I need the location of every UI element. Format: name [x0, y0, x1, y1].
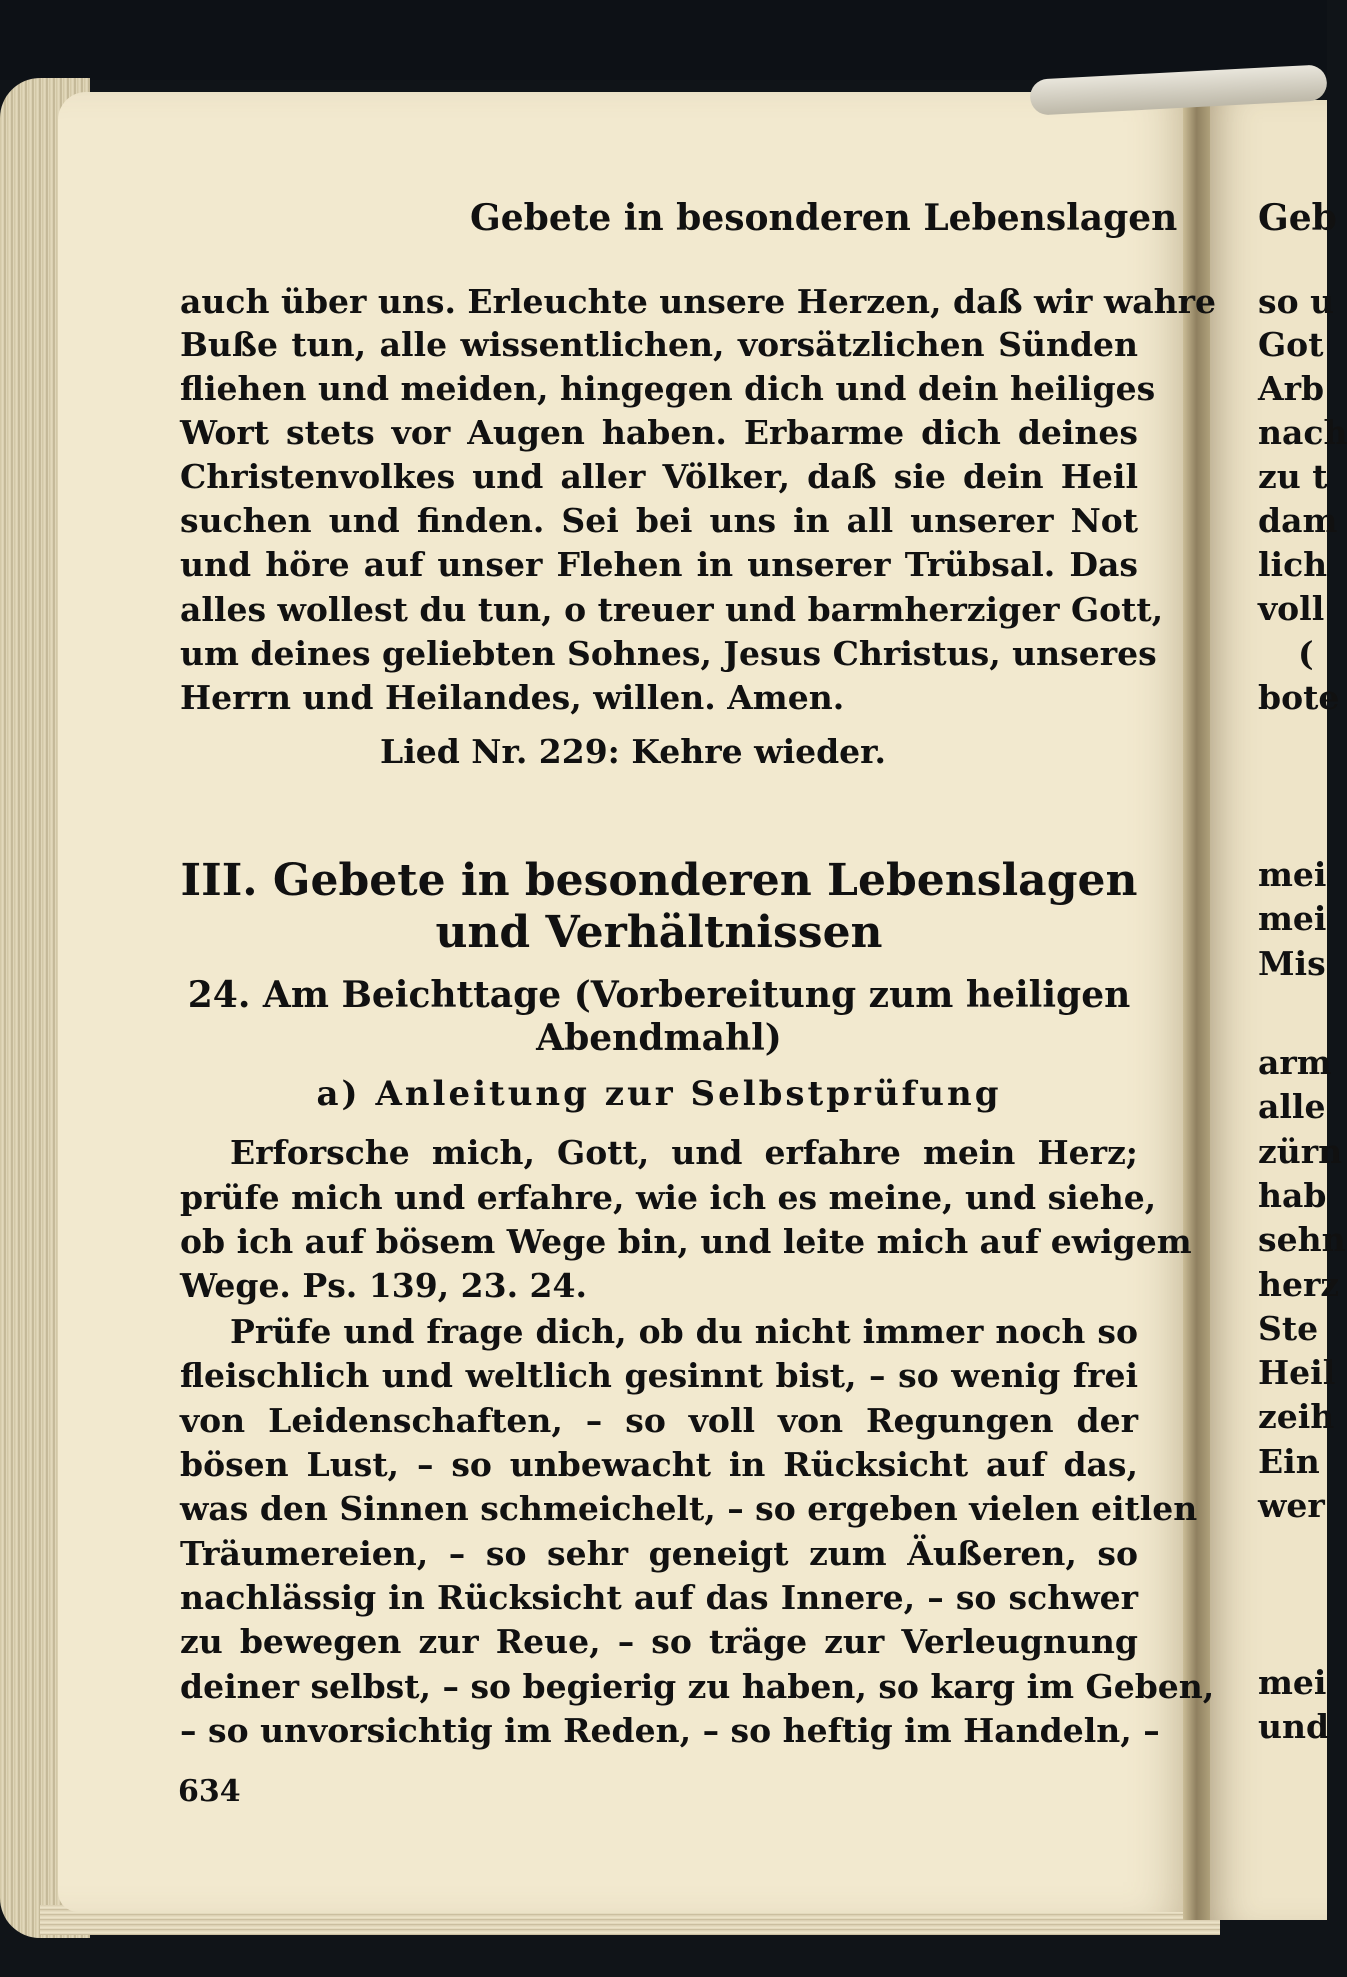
text-line: nachlässig in Rücksicht auf das Innere, – so schwer — [180, 1578, 1138, 1617]
text-line: Christenvolkes und aller Völker, daß sie dein Heil — [180, 457, 1138, 496]
hymn-reference: Lied Nr. 229: Kehre wieder. — [380, 732, 887, 771]
text-line: fleischlich und weltlich gesinnt bist, – so wenig frei — [180, 1356, 1138, 1395]
text-fragment: Ein — [1258, 1442, 1320, 1481]
text-fragment: herz — [1258, 1265, 1340, 1304]
text-line: suchen und finden. Sei bei uns in all unserer Not — [180, 501, 1138, 540]
right-page-text — [1258, 0, 1347, 1977]
psalm-line: Erforsche mich, Gott, und erfahre mein Herz; — [230, 1133, 1138, 1172]
text-fragment: hab — [1258, 1176, 1327, 1215]
text-line: Prüfe und frage dich, ob du nicht immer noch so — [230, 1312, 1138, 1351]
section-heading: III. Gebete in besonderen Lebenslagen — [180, 855, 1138, 906]
psalm-line: prüfe mich und erfahre, wie ich es meine, und siehe, — [180, 1178, 1157, 1217]
text-fragment: ( — [1298, 634, 1314, 673]
text-fragment: zu t — [1258, 457, 1328, 496]
text-fragment: nach — [1258, 413, 1347, 452]
text-fragment: Heil — [1258, 1353, 1336, 1392]
running-head-fragment: Geb — [1258, 197, 1337, 239]
prayer-heading: 24. Am Beichttage (Vorbereitung zum heiligen — [187, 974, 1131, 1016]
psalm-line: Wege. Ps. 139, 23. 24. — [180, 1266, 587, 1305]
page-number: 634 — [178, 1774, 241, 1809]
text-fragment: und — [1258, 1707, 1330, 1746]
text-line: was den Sinnen schmeichelt, – so ergeben vielen eitlen — [180, 1489, 1198, 1528]
running-head: Gebete in besonderen Lebenslagen — [470, 197, 1178, 239]
text-line: alles wollest du tun, o treuer und barmherziger Gott, — [180, 590, 1164, 629]
text-line: – so unvorsichtig im Reden, – so heftig im Handeln, – — [180, 1711, 1160, 1750]
text-line: Wort stets vor Augen haben. Erbarme dich deines — [180, 413, 1138, 452]
text-fragment: Arb — [1258, 369, 1325, 408]
text-fragment: Ste — [1258, 1309, 1319, 1348]
text-line: um deines geliebten Sohnes, Jesus Christus, unseres — [180, 634, 1157, 673]
text-line: deiner selbst, – so begierig zu haben, so karg im Geben, — [180, 1667, 1215, 1706]
text-fragment: dam — [1258, 501, 1338, 540]
text-fragment: wer — [1258, 1486, 1325, 1525]
text-fragment: mei — [1258, 855, 1327, 894]
text-fragment: mei — [1258, 1663, 1327, 1702]
text-line: zu bewegen zur Reue, – so träge zur Verleugnung — [180, 1622, 1138, 1661]
text-fragment: lich — [1258, 545, 1328, 584]
text-line: Buße tun, alle wissentlichen, vorsätzlichen Sünden — [180, 325, 1138, 364]
text-line: von Leidenschaften, – so voll von Regungen der — [180, 1401, 1138, 1440]
text-line: Herrn und Heilandes, willen. Amen. — [180, 678, 845, 717]
text-fragment: so u — [1258, 282, 1335, 321]
text-line: Träumereien, – so sehr geneigt zum Äußeren, so — [180, 1534, 1138, 1573]
text-fragment: sehn — [1258, 1220, 1346, 1259]
text-fragment: Mis — [1258, 944, 1326, 983]
prayer-heading: Abendmahl) — [536, 1017, 782, 1059]
text-line: und höre auf unser Flehen in unserer Trübsal. Das — [180, 545, 1138, 584]
text-fragment: alle — [1258, 1087, 1326, 1126]
psalm-line: ob ich auf bösem Wege bin, und leite mich auf ewigem — [180, 1222, 1192, 1261]
text-line: bösen Lust, – so unbewacht in Rücksicht auf das, — [180, 1445, 1138, 1484]
text-fragment: voll — [1258, 589, 1325, 628]
text-fragment: arm — [1258, 1043, 1332, 1082]
text-fragment: zürn — [1258, 1132, 1343, 1171]
text-line: auch über uns. Erleuchte unsere Herzen, daß wir wahre — [180, 282, 1217, 321]
text-fragment: zeih — [1258, 1397, 1335, 1436]
text-line: fliehen und meiden, hingegen dich und dein heiliges — [180, 369, 1156, 408]
text-fragment: mei — [1258, 899, 1327, 938]
text-fragment: bote — [1258, 678, 1340, 717]
section-heading: und Verhältnissen — [435, 907, 883, 958]
text-fragment: Got — [1258, 325, 1324, 364]
sub-heading: a) Anleitung zur Selbstprüfung — [316, 1074, 1002, 1114]
